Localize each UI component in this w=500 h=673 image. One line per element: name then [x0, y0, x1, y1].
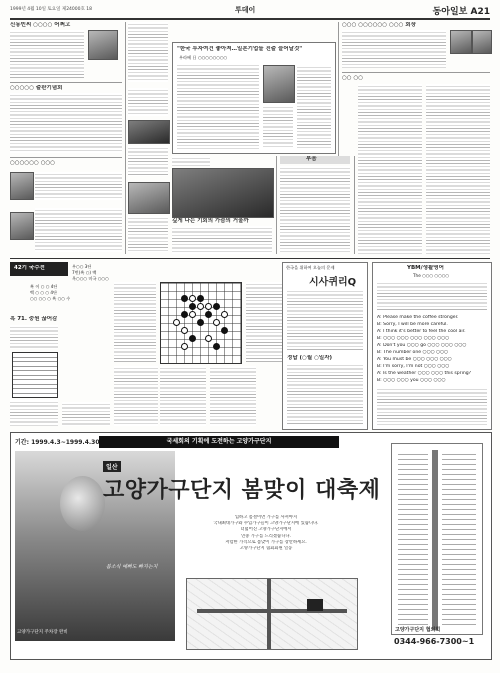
ad-body-line: 저렴한 가격으로 봄맞이 가구를 장만하세요.	[225, 539, 307, 545]
section-title: 투데이	[235, 6, 256, 14]
feature-headline: "한국 투자여건 좋아져…일본기업들 진출 늘어날것"	[177, 46, 303, 52]
obituary-section	[280, 156, 350, 254]
go-stone-black	[189, 335, 196, 342]
go-stone-white	[181, 343, 188, 350]
article-headline: ○○ ○○	[342, 75, 364, 81]
go-stone-black	[181, 295, 188, 302]
issue-date: 1999년 4월 10일 토요일 제24000호 18	[10, 7, 93, 12]
go-stone-black	[213, 303, 220, 310]
portrait-photo	[263, 65, 295, 103]
article-headline: ○○○○○ 출판기념회	[10, 85, 63, 91]
news-photo	[128, 182, 170, 214]
article-headline: ○○○○○○ ○○○	[10, 160, 56, 166]
ad-body-line: 국내최대가구와 수입가구들이 고양가구단지에 있습니다.	[213, 521, 319, 527]
ad-footnote: 고양가구단지 주차장 완비	[17, 630, 68, 635]
ad-period: 기간: 1999.4.3~1999.4.30	[15, 439, 100, 446]
ad-banner: 국세회의 기획에 도전하는 고양가구단지	[99, 436, 339, 448]
go-sub: 7번(흑 ○) 백	[72, 270, 97, 275]
ybm-line: A: Don't you ○○○ go ○○○ ○○○ ○○○	[377, 343, 467, 348]
ad-phone: 0344-966-7300~1	[394, 637, 475, 646]
go-stone-black	[189, 303, 196, 310]
ad-body-line: 연중 가구를 드리겠습니다.	[241, 533, 291, 539]
go-game-heading: 흑 71. 중원 끊어감	[10, 316, 58, 322]
go-title: 42기 국수전	[14, 265, 45, 271]
ad-location-map	[186, 578, 358, 650]
go-stone-black	[181, 311, 188, 318]
go-stone-white	[181, 327, 188, 334]
portrait-photo	[88, 30, 118, 60]
portrait-photo	[450, 30, 472, 54]
ybm-line: A: You must be ○○○ ○○○ ○○○	[377, 357, 452, 362]
ybm-line: B: I'm sorry, I'm not ○○○ ○○○	[377, 364, 450, 369]
article-headline: 신동빈씨 ○○○○ 어쩌고	[10, 22, 71, 28]
ad-tag: 일산	[103, 461, 121, 472]
go-sub: 옥○○○ 미국 ○○○	[72, 276, 109, 281]
article-headline: ○○○ ○○○○○○ ○○○ 회장	[342, 22, 416, 28]
go-stone-white	[173, 319, 180, 326]
furniture-advertisement	[10, 432, 492, 660]
photo-caption: 깊게 나는 기회의 가슴의 거울까	[172, 218, 249, 224]
go-stone-white	[213, 319, 220, 326]
ybm-line: B: The number one ○○○ ○○○	[377, 350, 449, 355]
go-board	[160, 282, 242, 364]
ad-directory-map	[391, 443, 483, 635]
column-2	[128, 22, 168, 254]
ad-body-text	[191, 515, 341, 569]
go-stone-black	[213, 343, 220, 350]
go-result: ○○ ○○ ○ 흑 ○○ 수	[30, 296, 71, 301]
quiz-answer-heading: 정답 (○월 ○일자)	[287, 355, 333, 361]
ybm-title: YBM/생활영어	[407, 265, 444, 271]
ad-body-line: 입하고 봄철이면 가구를 사셔야지	[234, 515, 298, 520]
portrait-photo	[10, 172, 34, 200]
go-stone-black	[221, 327, 228, 334]
go-stone-black	[197, 295, 204, 302]
ad-slogan: 봄소식 예뻐도 빠지는지	[106, 564, 158, 570]
quiz-logo: 시사퀴리Q	[309, 277, 357, 288]
go-stone-white	[221, 311, 228, 318]
go-sub: 우○○ 3단	[72, 264, 92, 269]
go-stone-white	[189, 295, 196, 302]
ybm-line: B: ○○○ ○○○ you ○○○ ○○○	[377, 378, 446, 383]
ad-main-title: 고양가구단지 봄맞이 대축제	[103, 478, 381, 503]
ybm-line: A: Please make the coffee stronger.	[377, 315, 459, 320]
ybm-line: A: I think it's better to feel the cool air.	[377, 329, 466, 334]
ybm-line: B: Sorry, I will be more careful.	[377, 322, 448, 327]
ad-body-line: 더넓어진 고양가구단지에서	[240, 527, 292, 533]
go-stone-white	[197, 303, 204, 310]
ybm-subtitle: The ○○○ ○○○○	[413, 273, 450, 278]
ad-body-line: 고양가구단지 협회회원 일동	[239, 546, 293, 552]
ybm-line: B: ○○○ ○○○ ○○○ ○○○ ○○○	[377, 336, 450, 341]
go-stone-white	[205, 303, 212, 310]
feature-subtitle: 우라베 日 ○○○○○○○○	[179, 55, 228, 60]
go-column	[10, 262, 310, 428]
section-label: 부음	[306, 156, 317, 162]
go-stone-black	[205, 311, 212, 318]
ybm-english-box	[372, 262, 492, 430]
column-right	[342, 22, 490, 254]
portrait-photo	[10, 212, 34, 240]
page-number: 동아일보 A21	[432, 7, 490, 17]
news-photo	[128, 120, 170, 144]
go-stone-white	[189, 311, 196, 318]
page-header	[10, 4, 490, 20]
go-stone-white	[205, 335, 212, 342]
go-small-board	[12, 352, 58, 398]
feature-interview-box	[172, 42, 336, 154]
quiz-box	[282, 262, 368, 430]
column-left	[10, 22, 122, 254]
go-stone-black	[197, 319, 204, 326]
ad-organization: 고양가구단지 협의회	[395, 627, 441, 633]
portrait-photo	[472, 30, 492, 54]
quiz-header: 한국을 위하여 오늘의 문제	[286, 265, 335, 270]
go-players: 흑 이 ○ ○ 4단	[30, 284, 58, 289]
go-players: 백 ○ ○ ○ 4단	[30, 290, 58, 295]
news-photo	[172, 168, 274, 218]
model-face	[60, 476, 105, 531]
ybm-line: A: Is the weather ○○○ ○○○ this spring?	[377, 371, 472, 376]
